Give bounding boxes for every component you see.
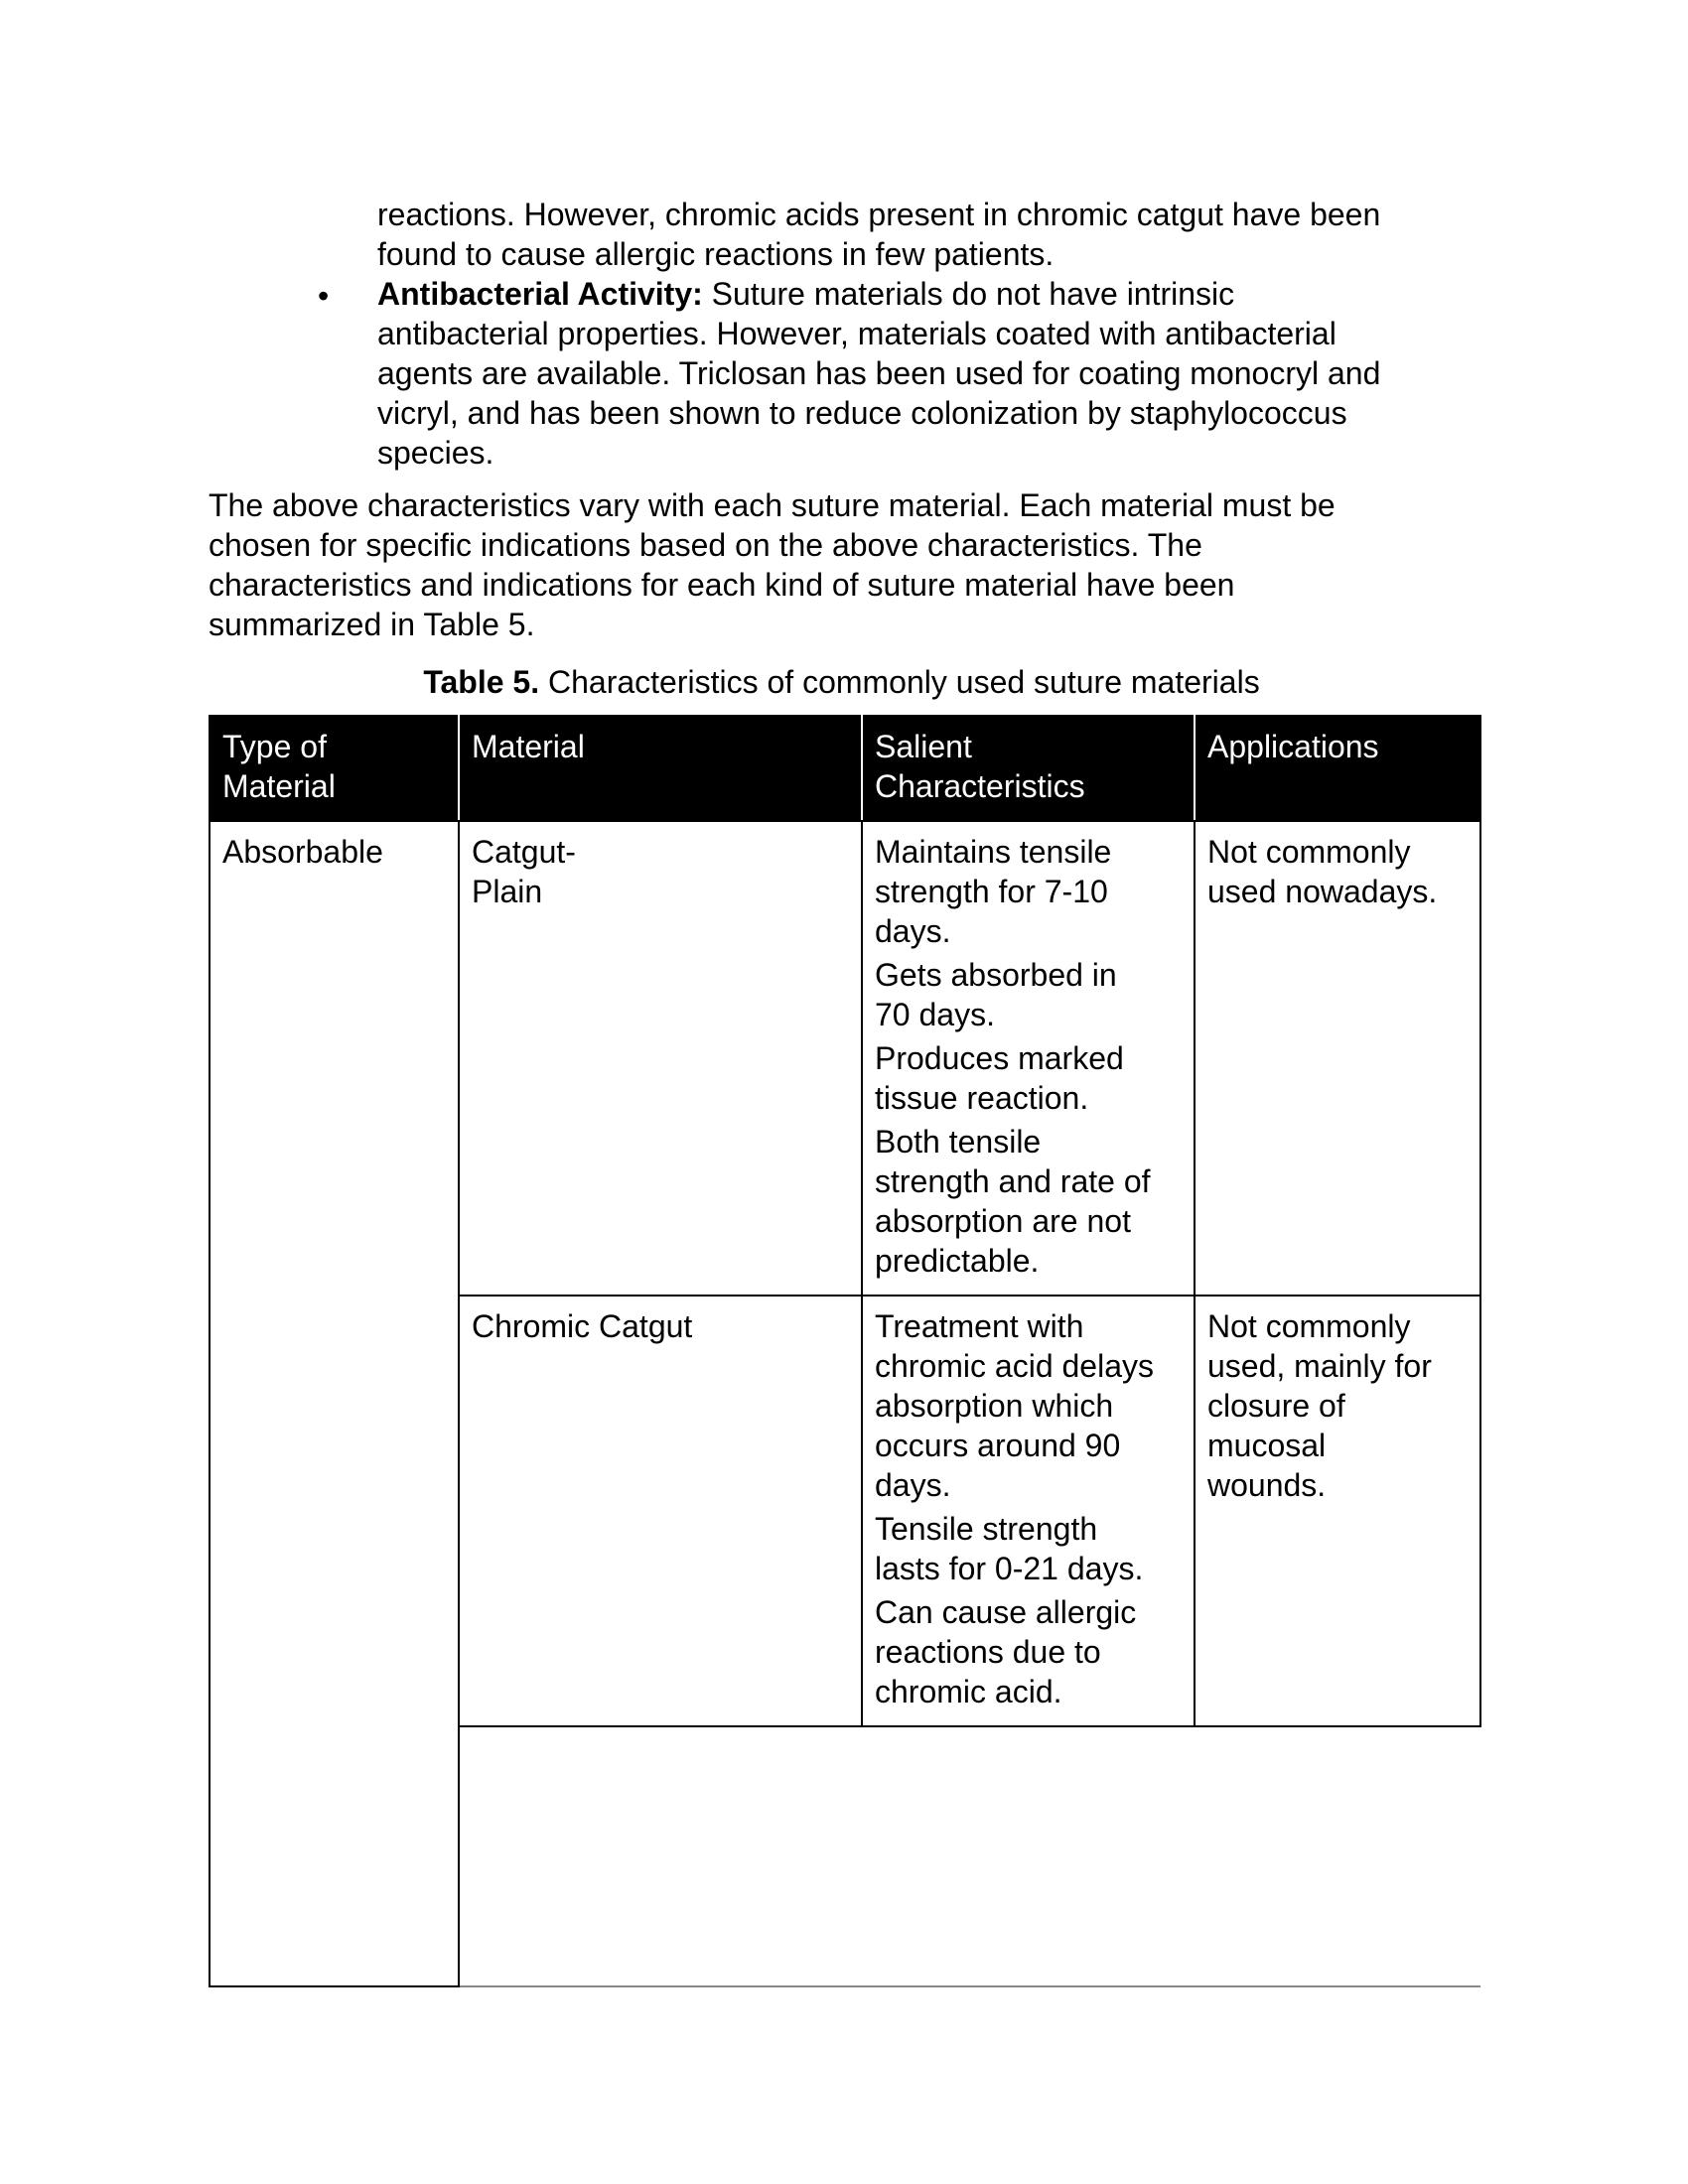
cell-empty-continued bbox=[459, 1726, 1480, 1986]
cell-line: Not commonly bbox=[1207, 834, 1411, 870]
text-line: chosen for specific indications based on the above characteristics. The bbox=[209, 527, 1202, 563]
bullet-term: Antibacterial Activity: bbox=[377, 276, 703, 312]
text-line: characteristics and indications for each kind of suture material have been bbox=[209, 567, 1235, 603]
text-line bbox=[377, 274, 1489, 314]
cell-line: absorption which bbox=[875, 1388, 1114, 1424]
header-line: Salient bbox=[875, 729, 972, 764]
characteristic-item bbox=[875, 1306, 1182, 1505]
cell-line: wounds. bbox=[1207, 1467, 1327, 1503]
cell-line: chromic acid. bbox=[875, 1674, 1062, 1709]
cell-line: strength and rate of bbox=[875, 1163, 1151, 1199]
characteristic-item bbox=[875, 1122, 1182, 1281]
bullet-point: • bbox=[318, 278, 330, 314]
cell-type-absorbable: Absorbable bbox=[210, 821, 459, 1986]
cell-line: Plain bbox=[472, 874, 543, 909]
text-line: species. bbox=[377, 435, 494, 471]
header-type-of-material bbox=[210, 716, 459, 821]
cell-line: Chromic Catgut bbox=[472, 1308, 693, 1344]
characteristic-item bbox=[875, 955, 1182, 1034]
cell-line: chromic acid delays bbox=[875, 1348, 1154, 1384]
header-line: Characteristics bbox=[875, 768, 1085, 804]
header-salient-characteristics bbox=[862, 716, 1195, 821]
table-row bbox=[210, 821, 1480, 1296]
continued-text bbox=[377, 195, 1489, 274]
header-line: Applications bbox=[1207, 729, 1379, 764]
cell-line: lasts for 0-21 days. bbox=[875, 1551, 1144, 1586]
table-caption-text: Characteristics of commonly used suture materials bbox=[539, 664, 1260, 700]
text-line: summarized in Table 5. bbox=[209, 607, 535, 642]
text-line: found to cause allergic reactions in few patients. bbox=[377, 236, 1055, 272]
cell-line: reactions due to bbox=[875, 1634, 1101, 1670]
cell-line: Tensile strength bbox=[875, 1511, 1098, 1547]
characteristic-item bbox=[875, 832, 1182, 951]
cell-line: predictable. bbox=[875, 1243, 1040, 1279]
cell-line: tissue reaction. bbox=[875, 1080, 1089, 1116]
header-line: Material bbox=[222, 768, 336, 804]
text-line: The above characteristics vary with each suture material. Each material must be bbox=[209, 487, 1336, 523]
cell-characteristics bbox=[862, 821, 1195, 1296]
cell-line: Treatment with bbox=[875, 1308, 1084, 1344]
cell-characteristics bbox=[862, 1296, 1195, 1726]
cell-line: mucosal bbox=[1207, 1428, 1327, 1463]
cell-applications bbox=[1195, 821, 1480, 1296]
cell-line: Not commonly bbox=[1207, 1308, 1411, 1344]
cell-line: 70 days. bbox=[875, 997, 995, 1032]
header-line: Type of bbox=[222, 729, 327, 764]
cell-line: absorption are not bbox=[875, 1203, 1131, 1239]
cell-line: closure of bbox=[1207, 1388, 1345, 1424]
cell-line: strength for 7-10 bbox=[875, 874, 1108, 909]
characteristic-item bbox=[875, 1592, 1182, 1711]
cell-line: Maintains tensile bbox=[875, 834, 1112, 870]
header-applications bbox=[1195, 716, 1480, 821]
cell-line: used, mainly for bbox=[1207, 1348, 1432, 1384]
cell-line: days. bbox=[875, 1467, 951, 1503]
cell-material bbox=[459, 1296, 862, 1726]
text-line: antibacterial properties. However, materials coated with antibacterial bbox=[377, 316, 1336, 351]
cell-line: days. bbox=[875, 913, 951, 949]
text-line: vicryl, and has been shown to reduce colonization by staphylococcus bbox=[377, 395, 1347, 431]
characteristic-item bbox=[875, 1038, 1182, 1118]
header-material bbox=[459, 716, 862, 821]
text-line: reactions. However, chromic acids present in chromic catgut have been bbox=[377, 197, 1381, 232]
body-paragraph bbox=[209, 485, 1499, 644]
suture-materials-table bbox=[209, 715, 1481, 1987]
cell-material bbox=[459, 821, 862, 1296]
characteristic-item bbox=[875, 1509, 1182, 1588]
cell-line: Can cause allergic bbox=[875, 1594, 1137, 1630]
cell-line: occurs around 90 bbox=[875, 1428, 1121, 1463]
cell-line: used nowadays. bbox=[1207, 874, 1438, 909]
table-header-row bbox=[210, 716, 1480, 821]
cell-applications bbox=[1195, 1296, 1480, 1726]
table-caption bbox=[209, 662, 1475, 702]
bullet-text: Suture materials do not have intrinsic bbox=[702, 276, 1235, 312]
cell-line: Both tensile bbox=[875, 1124, 1042, 1160]
cell-line: Catgut- bbox=[472, 834, 576, 870]
header-line: Material bbox=[472, 729, 585, 764]
bullet-item-antibacterial bbox=[377, 274, 1489, 473]
cell-line: Produces marked bbox=[875, 1040, 1124, 1076]
cell-line: Gets absorbed in bbox=[875, 957, 1117, 993]
text-line: agents are available. Triclosan has been used for coating monocryl and bbox=[377, 355, 1381, 391]
table-caption-label: Table 5. bbox=[423, 664, 540, 700]
